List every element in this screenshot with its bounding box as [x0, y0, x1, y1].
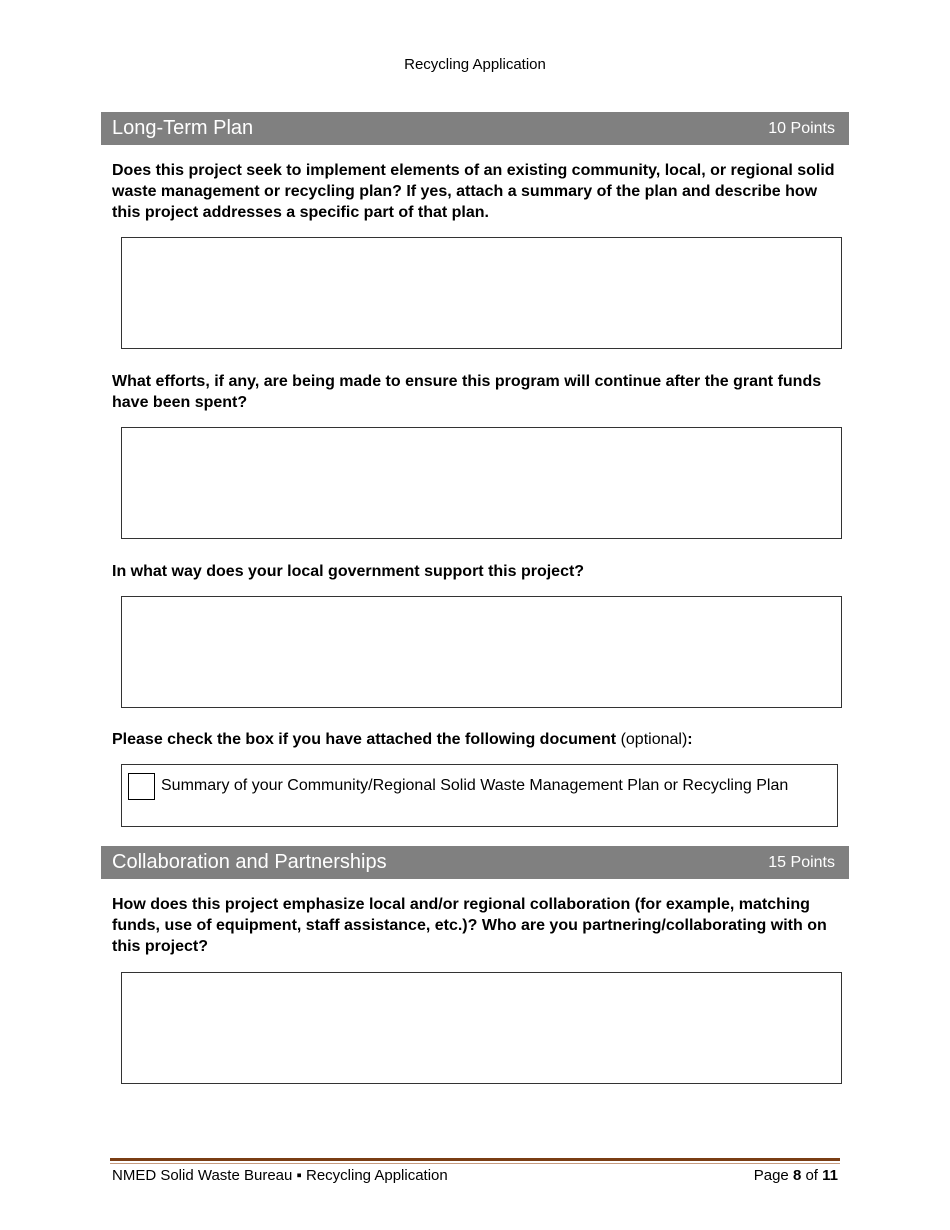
section-bar-long-term-plan: [101, 112, 849, 145]
question-continuation-efforts: What efforts, if any, are being made to ensure this program will continue after the grant funds have been spent?: [112, 373, 822, 411]
page-header-title: Recycling Application: [404, 56, 546, 73]
attachment-checkbox-label: Summary of your Community/Regional Solid Waste Management Plan or Recycling Plan: [161, 777, 789, 794]
page-prefix: Page: [753, 1167, 789, 1184]
question-existing-plan: Does this project seek to implement elements of an existing community, local, or regional solid waste management or recycling plan? If yes, attach a summary of the plan and describe how this project addresses a specific part of that plan.: [112, 162, 835, 221]
question-attached-document-text: Please check the box if you have attached the following document: [112, 731, 617, 748]
page-number: [754, 1167, 838, 1184]
optional-note: (optional): [620, 731, 688, 748]
page-of: of: [805, 1167, 818, 1184]
question-collaboration: How does this project emphasize local and/or regional collaboration (for example, matching funds, use of equipment, staff assistance, etc.)? Who are you partnering/collaborating with on this project?: [112, 896, 827, 955]
question-colon: :: [687, 731, 693, 748]
attachment-checkbox[interactable]: [128, 773, 155, 800]
footer-divider-thin: [110, 1163, 840, 1164]
answer-field-existing-plan[interactable]: [121, 237, 842, 349]
section-points: 10 Points: [768, 119, 835, 137]
answer-field-local-government-support[interactable]: [121, 596, 842, 708]
answer-field-collaboration[interactable]: [121, 972, 842, 1084]
page-total: 11: [822, 1167, 838, 1184]
answer-field-continuation-efforts[interactable]: [121, 427, 842, 539]
section-points: 15 Points: [768, 853, 835, 871]
attachment-checkbox-row: [121, 764, 838, 827]
footer-divider: [110, 1158, 840, 1161]
section-title: Collaboration and Partnerships: [112, 851, 387, 873]
question-local-government-support: In what way does your local government support this project?: [112, 563, 585, 580]
page-current: 8: [792, 1167, 802, 1184]
footer-text: NMED Solid Waste Bureau ▪ Recycling Application: [112, 1167, 448, 1184]
section-title: Long-Term Plan: [112, 117, 254, 139]
section-bar-collaboration: [101, 846, 849, 879]
question-attached-document: [112, 729, 842, 750]
